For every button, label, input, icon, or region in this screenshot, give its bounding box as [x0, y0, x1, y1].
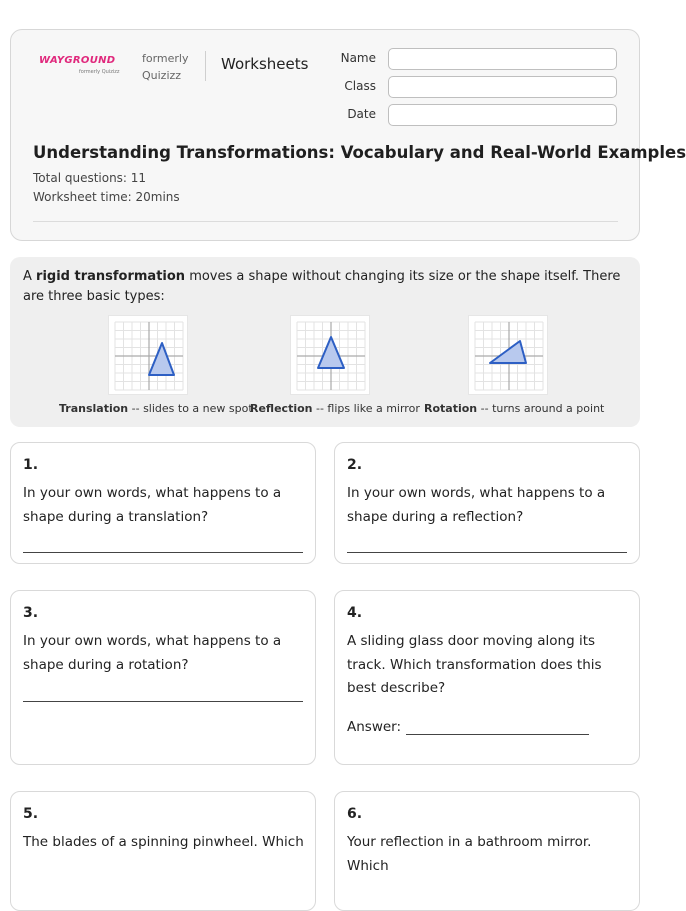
total-questions: Total questions: 11 — [33, 171, 147, 185]
translation-term: Translation — [59, 402, 129, 415]
answer-line[interactable] — [406, 734, 589, 735]
reflection-term: Reflection — [250, 402, 313, 415]
translation-desc: -- slides to a new spot — [128, 402, 253, 415]
intro-panel — [10, 257, 640, 427]
reflection-figure — [290, 315, 370, 395]
question-number: 3. — [23, 605, 39, 621]
question-number: 4. — [347, 605, 363, 621]
section-title: Worksheets — [221, 55, 309, 73]
question-text: In your own words, what happens to a shape during a reflection? — [347, 485, 606, 525]
intro-rest: moves a shape without changing its size or the shape itself. There are three basic types: — [23, 269, 621, 304]
name-label: Name — [340, 51, 376, 65]
rotation-caption — [424, 402, 604, 415]
question-card-2 — [334, 442, 640, 564]
answer-line[interactable] — [23, 701, 303, 702]
rotated-triangle — [490, 341, 526, 363]
question-text: The blades of a spinning pinwheel. Which — [23, 834, 304, 850]
header-divider — [205, 51, 206, 81]
question-text: In your own words, what happens to a shape during a translation? — [23, 485, 282, 525]
reflection-desc: -- flips like a mirror — [312, 402, 420, 415]
rotation-desc: -- turns around a point — [477, 402, 605, 415]
rotation-figure — [468, 315, 548, 395]
question-number: 6. — [347, 806, 363, 822]
worksheet-header — [10, 29, 686, 241]
translation-grid-icon — [109, 316, 189, 396]
question-card-6 — [334, 791, 640, 911]
worksheet-time: Worksheet time: 20mins — [33, 190, 180, 204]
answer-line[interactable] — [347, 552, 627, 553]
date-field[interactable] — [388, 104, 617, 126]
translation-figure — [108, 315, 188, 395]
reflection-grid-icon — [291, 316, 371, 396]
question-number: 2. — [347, 457, 363, 473]
reflection-caption — [250, 402, 420, 415]
intro-text — [23, 267, 623, 307]
name-field[interactable] — [388, 48, 617, 70]
page-title: Understanding Transformations: Vocabulary and Real-World Examples — [33, 143, 686, 162]
wayground-logo — [39, 55, 125, 79]
rotation-grid-icon — [469, 316, 549, 396]
formerly-quizizz-text: formerly Quizizz — [142, 52, 189, 82]
logo-subtext: formerly Quizizz — [79, 69, 120, 75]
rotation-term: Rotation — [424, 402, 478, 415]
header-rule — [33, 221, 618, 222]
question-text: In your own words, what happens to a shape during a rotation? — [23, 633, 282, 673]
answer-label: Answer: — [347, 719, 402, 735]
class-label: Class — [344, 79, 376, 93]
translation-caption — [59, 402, 253, 415]
question-card-4 — [334, 590, 640, 765]
answer-line[interactable] — [23, 552, 303, 553]
reflected-triangle — [318, 337, 344, 368]
question-number: 5. — [23, 806, 39, 822]
question-card-3 — [10, 590, 316, 765]
date-label: Date — [347, 107, 376, 121]
question-number: 1. — [23, 457, 39, 473]
class-field[interactable] — [388, 76, 617, 98]
logo-wordmark: WAYGROUND — [39, 55, 116, 66]
question-text: Your reflection in a bathroom mirror. Which — [347, 834, 592, 874]
intro-lead: A — [23, 269, 37, 284]
intro-term: rigid transformation — [36, 269, 186, 284]
question-card-5 — [10, 791, 316, 911]
question-text: A sliding glass door moving along its track. Which transformation does this best describe? — [347, 633, 602, 696]
question-card-1 — [10, 442, 316, 564]
